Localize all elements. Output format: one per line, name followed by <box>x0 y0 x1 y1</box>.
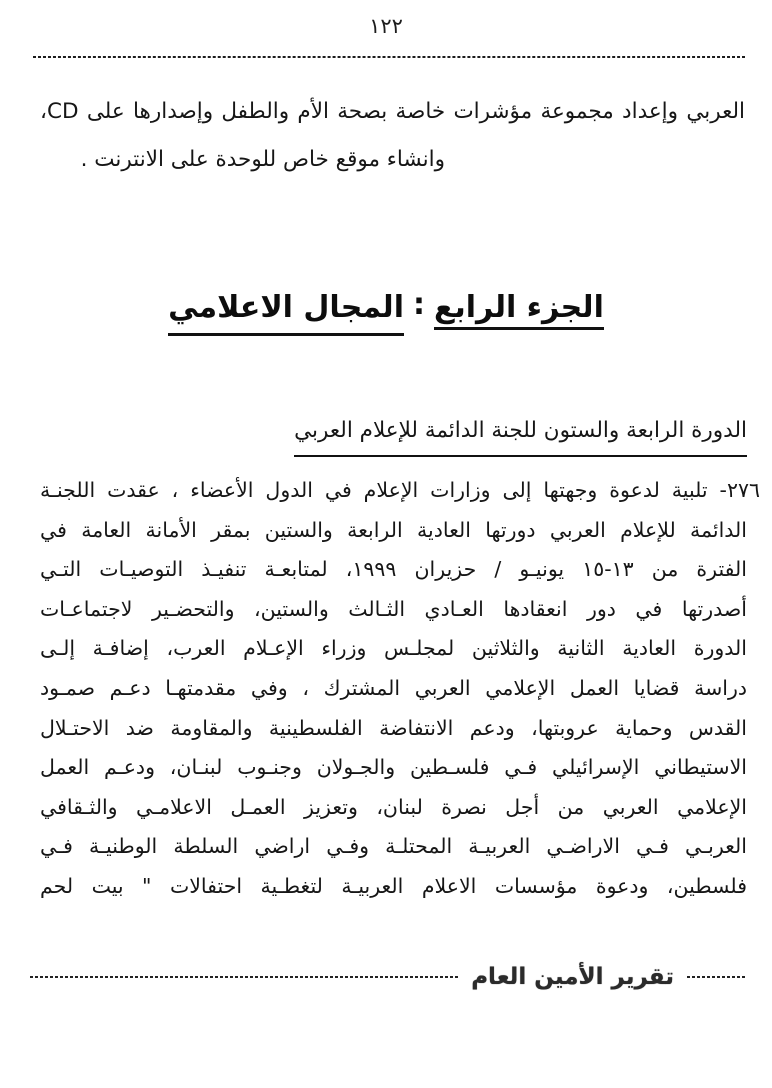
footer-rule-long <box>30 976 458 978</box>
heading-part-one: الجزء الرابع <box>434 290 604 330</box>
intro-line: وانشاء موقع خاص للوحدة على الانترنت . <box>80 147 445 172</box>
session-heading-text: الدورة الرابعة والستون للجنة الدائمة للإعلام العربي <box>294 418 747 457</box>
paragraph-line: القدس وحماية عروبتها، ودعم الانتفاضة الفلسطينية والمقاومة ضد الاحتـلال <box>40 715 747 740</box>
paragraph-line: العربـي فـي الاراضـي العربيـة المحتلـة وفـي اراضي السلطة الوطنيـة فـي <box>40 834 747 859</box>
paragraph-line: الفترة من ١٣-١٥ يونيـو / حزيران ١٩٩٩، لمتابعـة تنفيـذ التوصيـات التـي <box>40 557 747 582</box>
paragraph-line: دراسة قضايا العمل الإعلامي العربي المشترك ، وفي مقدمتهـا دعـم صمـود <box>40 675 747 700</box>
heading-part-two: المجال الاعلامي <box>168 290 404 336</box>
heading-colon: : <box>412 287 425 322</box>
intro-paragraph <box>40 88 745 184</box>
paragraph-line: أصدرتها في دور انعقادها العـادي الثـالث والستين، والتحضـير لاجتماعـات <box>40 596 747 621</box>
part-heading <box>0 287 772 336</box>
header-rule <box>33 56 745 58</box>
page-number: ١٢٢ <box>369 14 403 38</box>
paragraph-line: فلسطين، ودعوة مؤسسات الاعلام العربيـة لتغطـية احتفالات " بيت لحم <box>40 873 747 898</box>
paragraph-line: الدائمة للإعلام العربي دورتها العادية الرابعة والستين بمقر الأمانة العامة في <box>40 517 747 542</box>
paragraph-line: الإعلامي العربي من أجل نصرة لبنان، وتعزيز العمـل الاعلامـي والثـقافي <box>40 794 747 819</box>
paragraph-line: الاستيطاني الإسرائيلي فـي فلسـطين والجـولان وجنـوب لبنـان، ودعـم العمل <box>40 755 747 780</box>
footer-rule-short <box>687 976 745 978</box>
body-paragraph <box>40 471 760 907</box>
session-heading <box>40 418 747 457</box>
footer-label: تقرير الأمين العام <box>471 964 674 990</box>
page-footer <box>30 955 745 999</box>
intro-line: العربي وإعداد مجموعة مؤشرات خاصة بصحة الأم والطفل وإصدارها على CD، <box>40 99 745 124</box>
paragraph-line: الدورة العادية الثانية والثلاثين لمجلـس وزراء الإعـلام العرب، إضافـة إلـى <box>40 636 747 661</box>
paragraph-line: ٢٧٦- تلبية لدعوة وجهتها إلى وزارات الإعلام في الدول الأعضاء ، عقدت اللجنـة <box>40 478 760 502</box>
